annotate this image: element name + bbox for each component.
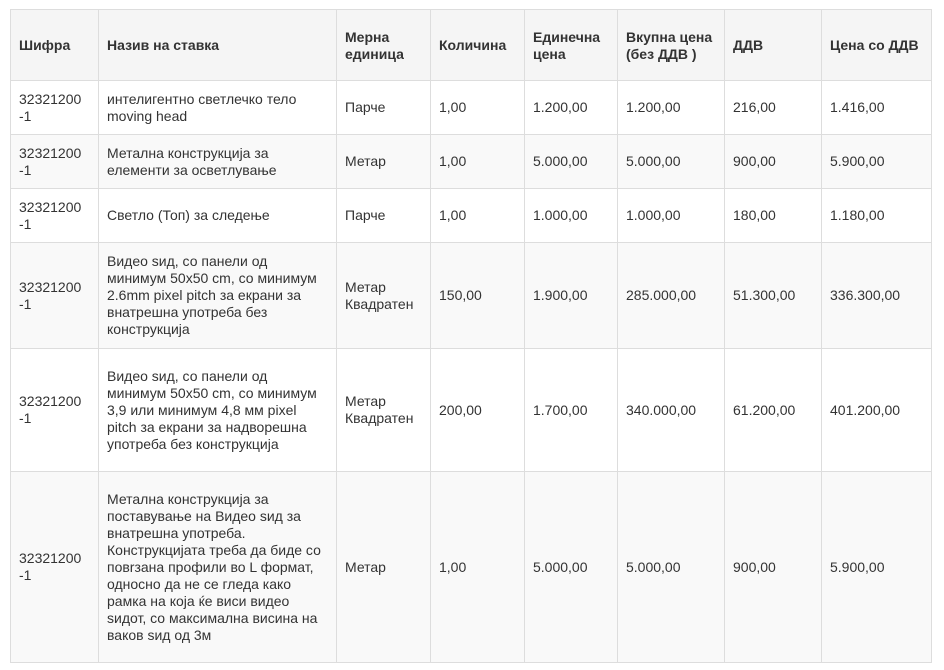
cell-quantity: 200,00 xyxy=(431,349,525,472)
cell-unit: Метар Квадратен xyxy=(337,243,431,349)
cell-unit-price: 5.000,00 xyxy=(525,135,618,189)
column-header-quantity: Количина xyxy=(431,10,525,81)
cell-price-with-vat: 5.900,00 xyxy=(822,472,932,663)
cell-vat: 216,00 xyxy=(725,81,822,135)
cell-price-with-vat: 1.416,00 xyxy=(822,81,932,135)
column-header-vat: ДДВ xyxy=(725,10,822,81)
cell-price-with-vat: 336.300,00 xyxy=(822,243,932,349)
cell-item-name: Метална конструкција за елементи за осветлување xyxy=(99,135,337,189)
cell-unit: Метар xyxy=(337,472,431,663)
cell-total-no-vat: 1.200,00 xyxy=(618,81,725,135)
cell-code: 32321200 -1 xyxy=(11,135,99,189)
cell-item-name: Метална конструкција за поставување на Видео ѕид за внатрешна употреба. Конструкцијата треба да биде со повrзана профили во L формат, односно да не се гледа како рамка на која ќе виси видео ѕидот, со максимална висина на ваков ѕид од 3м xyxy=(99,472,337,663)
cell-total-no-vat: 5.000,00 xyxy=(618,472,725,663)
cell-total-no-vat: 285.000,00 xyxy=(618,243,725,349)
cell-quantity: 1,00 xyxy=(431,135,525,189)
cell-unit: Метар xyxy=(337,135,431,189)
column-header-code: Шифра xyxy=(11,10,99,81)
cell-quantity: 1,00 xyxy=(431,189,525,243)
cell-total-no-vat: 5.000,00 xyxy=(618,135,725,189)
cell-unit-price: 1.200,00 xyxy=(525,81,618,135)
cell-quantity: 1,00 xyxy=(431,81,525,135)
column-header-unit: Мерна единица xyxy=(337,10,431,81)
cell-vat: 51.300,00 xyxy=(725,243,822,349)
cell-price-with-vat: 5.900,00 xyxy=(822,135,932,189)
cell-item-name: Видео ѕид, со панели од минимум 50x50 cm, со минимум 2.6mm pixel pitch за екрани за внатрешна употреба без конструкција xyxy=(99,243,337,349)
column-header-item-name: Назив на ставка xyxy=(99,10,337,81)
cell-code: 32321200 -1 xyxy=(11,189,99,243)
cell-item-name: интелигентно светлечко тело moving head xyxy=(99,81,337,135)
items-table-container xyxy=(10,9,931,663)
column-header-price-with-vat: Цена со ДДВ xyxy=(822,10,932,81)
cell-code: 32321200 -1 xyxy=(11,472,99,663)
cell-code: 32321200 -1 xyxy=(11,243,99,349)
cell-unit-price: 1.700,00 xyxy=(525,349,618,472)
cell-unit-price: 1.900,00 xyxy=(525,243,618,349)
cell-unit-price: 5.000,00 xyxy=(525,472,618,663)
cell-unit: Парче xyxy=(337,81,431,135)
table-row xyxy=(11,243,932,349)
table-row xyxy=(11,349,932,472)
cell-unit: Парче xyxy=(337,189,431,243)
table-row xyxy=(11,472,932,663)
cell-unit: Метар Квадратен xyxy=(337,349,431,472)
table-row xyxy=(11,135,932,189)
cell-vat: 61.200,00 xyxy=(725,349,822,472)
cell-item-name: Видео ѕид, со панели од минимум 50x50 cm, со минимум 3,9 или минимум 4,8 мм pixel pitch за екрани за надворешна употреба без конструкција xyxy=(99,349,337,472)
cell-vat: 180,00 xyxy=(725,189,822,243)
items-table xyxy=(10,9,932,663)
cell-price-with-vat: 1.180,00 xyxy=(822,189,932,243)
table-header-row xyxy=(11,10,932,81)
table-row xyxy=(11,81,932,135)
column-header-total-no-vat: Вкупна цена (без ДДВ ) xyxy=(618,10,725,81)
cell-item-name: Светло (Топ) за следење xyxy=(99,189,337,243)
cell-total-no-vat: 1.000,00 xyxy=(618,189,725,243)
cell-quantity: 150,00 xyxy=(431,243,525,349)
cell-total-no-vat: 340.000,00 xyxy=(618,349,725,472)
cell-price-with-vat: 401.200,00 xyxy=(822,349,932,472)
column-header-unit-price: Единечна цена xyxy=(525,10,618,81)
cell-unit-price: 1.000,00 xyxy=(525,189,618,243)
cell-quantity: 1,00 xyxy=(431,472,525,663)
cell-code: 32321200 -1 xyxy=(11,349,99,472)
table-row xyxy=(11,189,932,243)
cell-vat: 900,00 xyxy=(725,472,822,663)
cell-code: 32321200 -1 xyxy=(11,81,99,135)
cell-vat: 900,00 xyxy=(725,135,822,189)
